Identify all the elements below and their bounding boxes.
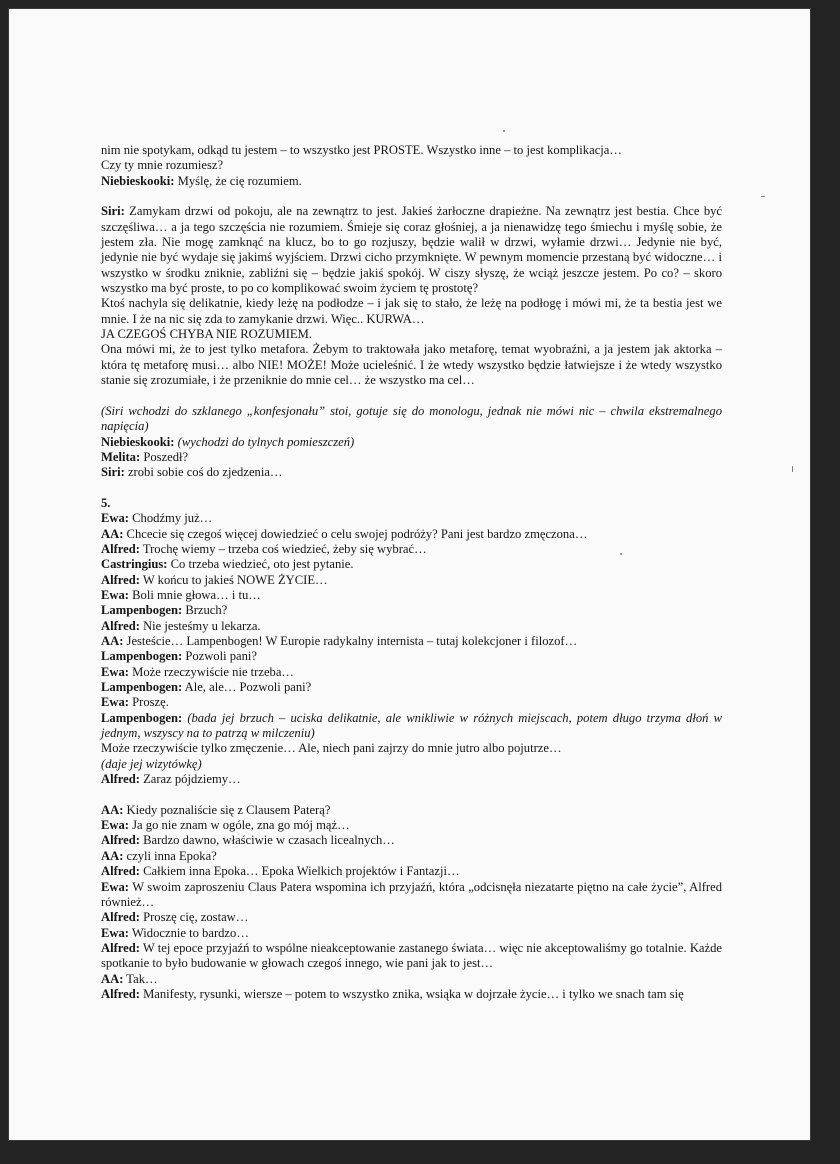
stage-direction: (daje jej wizytówkę) [101,756,202,771]
speck [792,466,793,472]
paragraph-gap [101,481,722,496]
speaker-name: AA: [101,971,124,986]
text-line [101,987,722,1002]
text-line [101,557,722,572]
dialogue-text: Myślę, że cię rozumiem. [174,173,302,188]
speaker-name: Siri: [101,465,125,480]
speaker-name: Alfred: [101,772,140,787]
speaker-name: Alfred: [101,618,140,633]
text-line [101,174,722,189]
text-line [101,680,722,695]
text-line [101,327,722,342]
speaker-name: Ewa: [101,511,129,526]
dialogue-text: Poszedł? [140,449,189,464]
stage-direction: (bada jej brzuch – uciska delikatnie, ale wnikliwie w różnych miejscach, potem długo trzyma dłoń w jednym, wszyscy na to patrzą w milczeniu) [101,710,722,741]
dialogue-text: Zamykam drzwi od pokoju, ale na zewnątrz to jest. Jakieś żarłoczne drapieżne. Na zewnątrz jest bestia. Chce być szczęśliwa… a ja tego szczęścia nie rozumiem. Śmieje się coraz głośniej, a ja nienawidzę tego śmiechu i myślę sobie, że jestem zła. Nie mogę zamknąć na klucz, bo to go rozjuszy, będzie walił w drzwi, wyłamie drzwi… Jedynie nie być, jedynie nie być wydaje się jakimś wyjściem. Drzwi cicho przymknięte. W pewnym momencie przestaną być widoczne… i wszystko w środku zniknie, zabliźni się – będzie jakiś spokój. W ciszy słyszę, że wciąż jeszcze jestem. Po co? – skoro wszystko ma być proste, to po co komplikować swoim życiem tę prostotę? [101,204,722,296]
speaker-name: Alfred: [101,541,140,556]
text-line [101,818,722,833]
stage-direction: (wychodzi do tylnych pomieszczeń) [174,434,355,449]
dialogue-text: Może rzeczywiście tylko zmęczenie… Ale, niech pani zajrzy do mnie jutro albo pojutrze… [101,741,562,756]
dialogue-text: czyli inna Epoka? [123,848,217,863]
dialogue-text: W końcu to jakieś NOWE ŻYCIE… [139,572,328,587]
speaker-name: AA: [101,634,124,648]
speaker-name: Lampenbogen: [101,649,183,664]
dialogue-text: zrobi sobie coś do zjedzenia… [124,465,283,480]
dialogue-text: Proszę. [129,695,169,710]
speaker-name: Alfred: [101,940,140,955]
speaker-name: 5. [101,495,111,510]
speaker-name: Niebieskooki: [101,173,175,188]
dialogue-text: Ona mówi mi, że to jest tylko metafora. Żebym to traktowała jako metaforę, temat wyobraźni, a ja jestem jak aktorka – która tę metaforę musi… albo NIE! MOŻE! Może ucieleśnić. I że wtedy wszystko będzie łatwiejsze i że wtedy wszystko stanie się zrozumiałe, i że przeniknie do mnie cel… że wszystko ma cel… [101,342,722,388]
dialogue-text: Ktoś nachyla się delikatnie, kiedy leżę na podłodze – i jak się to stało, że leżę na podłogę i mówi mi, że ta bestia jest we mnie. I że na nic się zda to zamykanie drzwi. Więc.. KURWA… [101,296,722,326]
speaker-name: Alfred: [101,910,140,925]
dialogue-text: Widocznie to bardzo… [129,925,249,940]
speaker-name: Niebieskooki: [101,434,175,449]
speaker-name: Ewa: [101,879,129,894]
dialogue-text: Manifesty, rysunki, wiersze – potem to wszystko znika, wsiąka w dojrzałe życie… i tylko we snach tam się [139,986,684,1001]
dialogue-text: W tej epoce przyjaźń to wspólne nieakceptowanie zastanego świata… więc nie akceptowaliśmy go totalnie. Każde spotkanie to było budowanie w głowach czegoś innego, wie pani jak to jest… [101,940,722,971]
speaker-name: Ewa: [101,695,129,710]
text-line [101,803,722,818]
speaker-name: Ewa: [101,587,129,602]
text-line [101,342,722,388]
text-line [101,941,722,972]
text-line [101,450,722,465]
dialogue-text: Nie jesteśmy u lekarza. [139,618,261,633]
text-line [101,404,722,435]
text-line [101,972,722,987]
text-line [101,634,722,649]
dialogue-text: Jesteście… Lampenbogen! W Europie radykalny internista – tutaj kolekcjoner i filozof… [123,634,578,648]
speaker-name: Lampenbogen: [101,603,183,618]
text-line [101,649,722,664]
stage-direction: (Siri wchodzi do szklanego „konfesjonału” stoi, gotuje się do monologu, jednak nie mówi nic – chwila ekstremalnego napięcia) [101,403,722,434]
dialogue-text: Kiedy poznaliście się z Clausem Paterą? [123,802,331,817]
document-text [101,143,722,1002]
speaker-name: AA: [101,802,124,817]
text-line [101,880,722,911]
speaker-name: Alfred: [101,986,140,1001]
speaker-name: Alfred: [101,572,140,587]
dialogue-text: Ja go nie znam w ogóle, zna go mój mąż… [129,818,350,833]
speaker-name: Ewa: [101,818,129,833]
dialogue-text: Boli mnie głowa… i tu… [129,587,261,602]
dialogue-text: Czy ty mnie rozumiesz? [101,158,224,173]
speck [503,130,505,132]
text-line [101,158,722,173]
dialogue-text: nim nie spotykam, odkąd tu jestem – to wszystko jest PROSTE. Wszystko inne – to jest komplikacja… [101,143,622,157]
speck [761,196,765,197]
text-line [101,573,722,588]
text-line [101,496,722,511]
dialogue-text: W swoim zaproszeniu Claus Patera wspomina ich przyjaźń, która „odcisnęła niezatarte piętno na całe życie”, Alfred również… [101,879,722,909]
text-line [101,695,722,710]
text-line [101,296,722,327]
speaker-name: Lampenbogen: [101,710,183,725]
dialogue-text: Zaraz pójdziemy… [139,772,241,787]
dialogue-text: Trochę wiemy – trzeba coś wiedzieć, żeby się wybrać… [139,541,427,556]
dialogue-text: Pozwoli pani? [182,649,258,664]
text-line [101,527,722,542]
speaker-name: Alfred: [101,833,140,848]
dialogue-text: Brzuch? [182,603,228,618]
paragraph-gap [101,389,722,404]
text-line [101,711,722,742]
speaker-name: Alfred: [101,864,140,879]
paragraph-gap [101,787,722,802]
text-line [101,542,722,557]
text-line [101,741,722,756]
text-line [101,435,722,450]
text-line [101,910,722,925]
text-line [101,757,722,772]
speaker-name: Ewa: [101,664,129,679]
text-line [101,143,722,158]
speaker-name: AA: [101,526,124,541]
dialogue-text: JA CZEGOŚ CHYBA NIE ROZUMIEM. [101,327,312,342]
dialogue-text: Ale, ale… Pozwoli pani? [182,680,312,695]
speaker-name: Lampenbogen: [101,680,183,695]
dialogue-text: Proszę cię, zostaw… [139,910,249,925]
dialogue-text: Całkiem inna Epoka… Epoka Wielkich projektów i Fantazji… [139,864,460,879]
text-line [101,619,722,634]
text-line [101,603,722,618]
speaker-name: Ewa: [101,925,129,940]
speaker-name: Melita: [101,449,141,464]
dialogue-text: Co trzeba wiedzieć, oto jest pytanie. [167,557,354,572]
text-line [101,665,722,680]
text-line [101,833,722,848]
speaker-name: Castringius: [101,557,168,572]
text-line [101,864,722,879]
text-line [101,588,722,603]
text-line [101,849,722,864]
paragraph-gap [101,189,722,204]
dialogue-text: Chodźmy już… [129,511,213,526]
dialogue-text: Chcecie się czegoś więcej dowiedzieć o celu swojej podróży? Pani jest bardzo zmęczona… [123,526,588,541]
dialogue-text: Bardzo dawno, właściwie w czasach licealnych… [139,833,395,848]
text-line [101,465,722,480]
text-line [101,772,722,787]
speaker-name: Siri: [101,204,125,219]
dialogue-text: Może rzeczywiście nie trzeba… [129,664,295,679]
text-line [101,511,722,526]
speaker-name: AA: [101,848,124,863]
text-line [101,204,722,296]
text-line [101,926,722,941]
dialogue-text: Tak… [123,971,158,986]
